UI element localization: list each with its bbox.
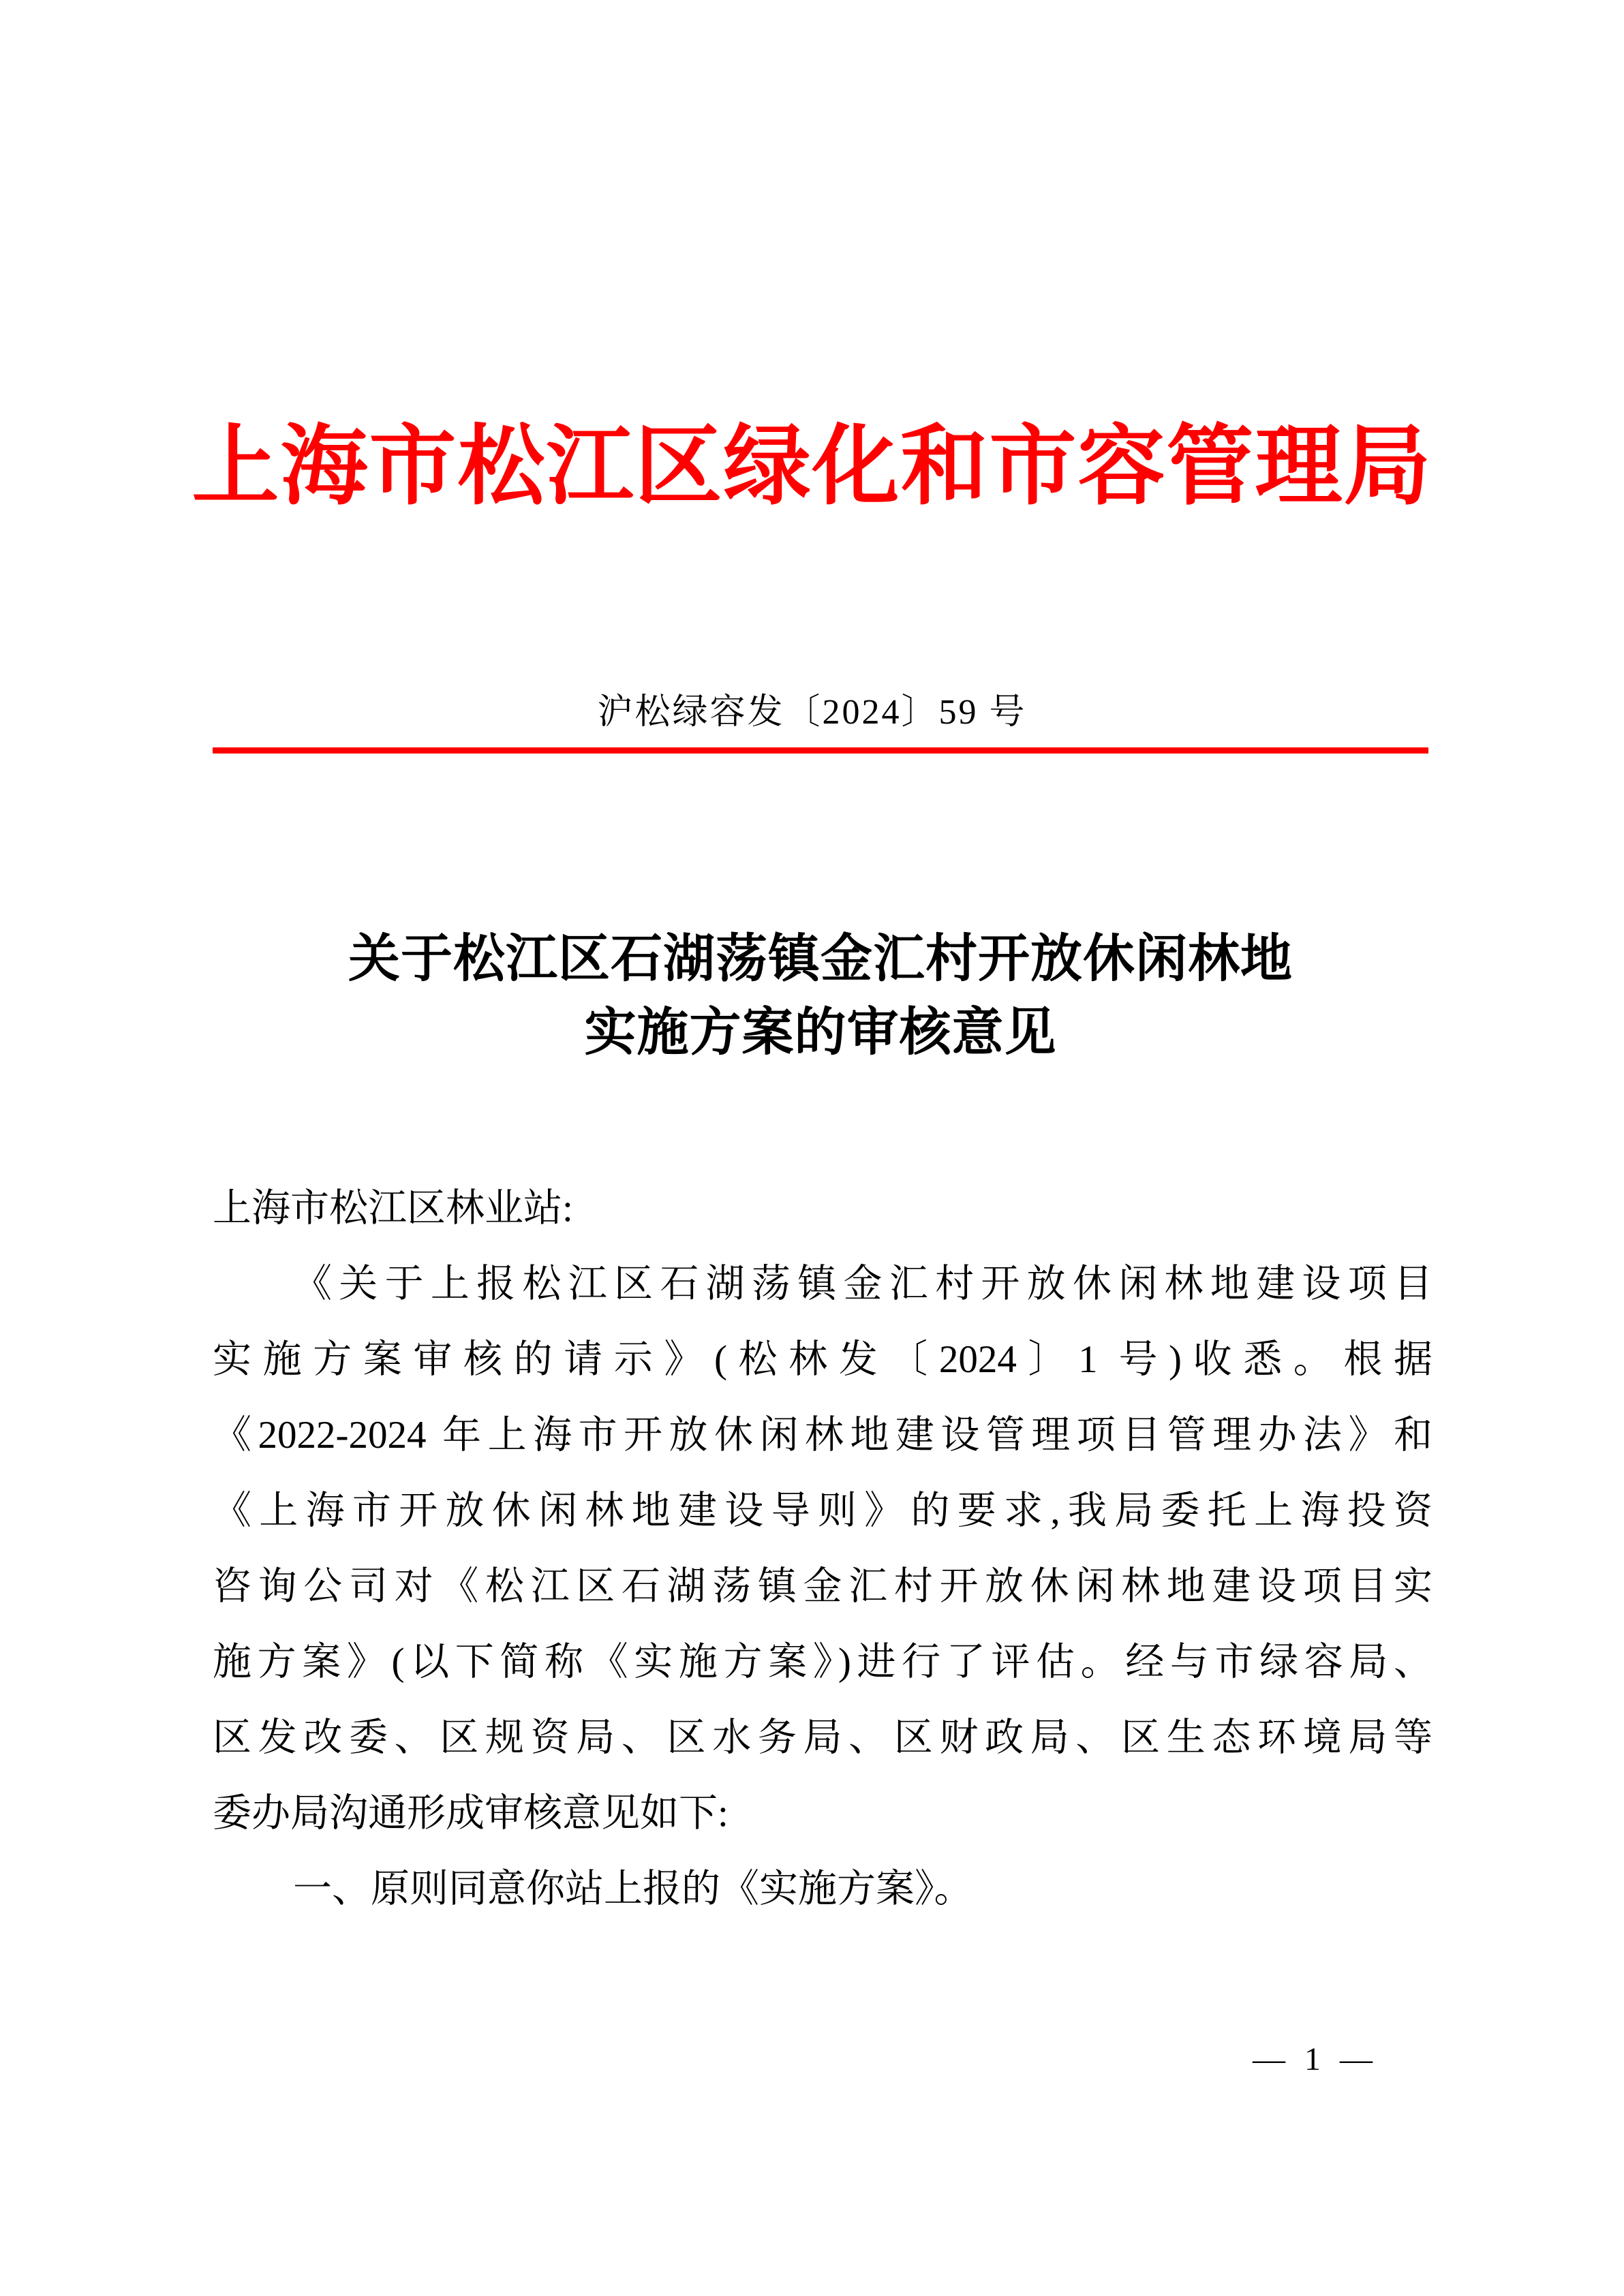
body-line-7: 区发改委、区规资局、区水务局、区财政局、区生态环境局等 (213, 1716, 1433, 1759)
title-line-1: 关于松江区石湖荡镇金汇村开放休闲林地 (348, 931, 1293, 988)
body-line-4: 《上海市开放休闲林地建设导则》的要求,我局委托上海投资 (213, 1489, 1433, 1532)
body-line-6: 施方案》(以下简称《实施方案》)进行了评估。经与市绿容局、 (213, 1641, 1433, 1684)
body-line-3: 《2022-2024 年上海市开放休闲林地建设管理项目管理办法》和 (213, 1414, 1433, 1457)
body-line-5: 咨询公司对《松江区石湖荡镇金汇村开放休闲林地建设项目实 (213, 1565, 1433, 1608)
document-serial-number: 沪松绿容发〔2024〕59 号 (597, 693, 1027, 732)
body-line-1: 《关于上报松江区石湖荡镇金汇村开放休闲林地建设项目 (293, 1262, 1433, 1305)
title-line-2: 实施方案的审核意见 (584, 1004, 1057, 1061)
salutation: 上海市松江区林业站: (213, 1187, 573, 1230)
document-body (213, 1170, 1433, 1927)
body-item-one: 一、原则同意你站上报的《实施方案》。 (293, 1867, 973, 1910)
document-title (213, 923, 1428, 1070)
page-number-footer: — 1 — (1253, 2041, 1378, 2077)
letterhead-organization: 上海市松江区绿化和市容管理局 (191, 418, 1433, 515)
red-divider-rule (213, 747, 1428, 754)
body-line-2: 实施方案审核的请示》(松林发〔2024〕1 号)收悉。根据 (213, 1338, 1433, 1381)
body-line-8: 委办局沟通形成审核意见如下: (213, 1792, 729, 1835)
